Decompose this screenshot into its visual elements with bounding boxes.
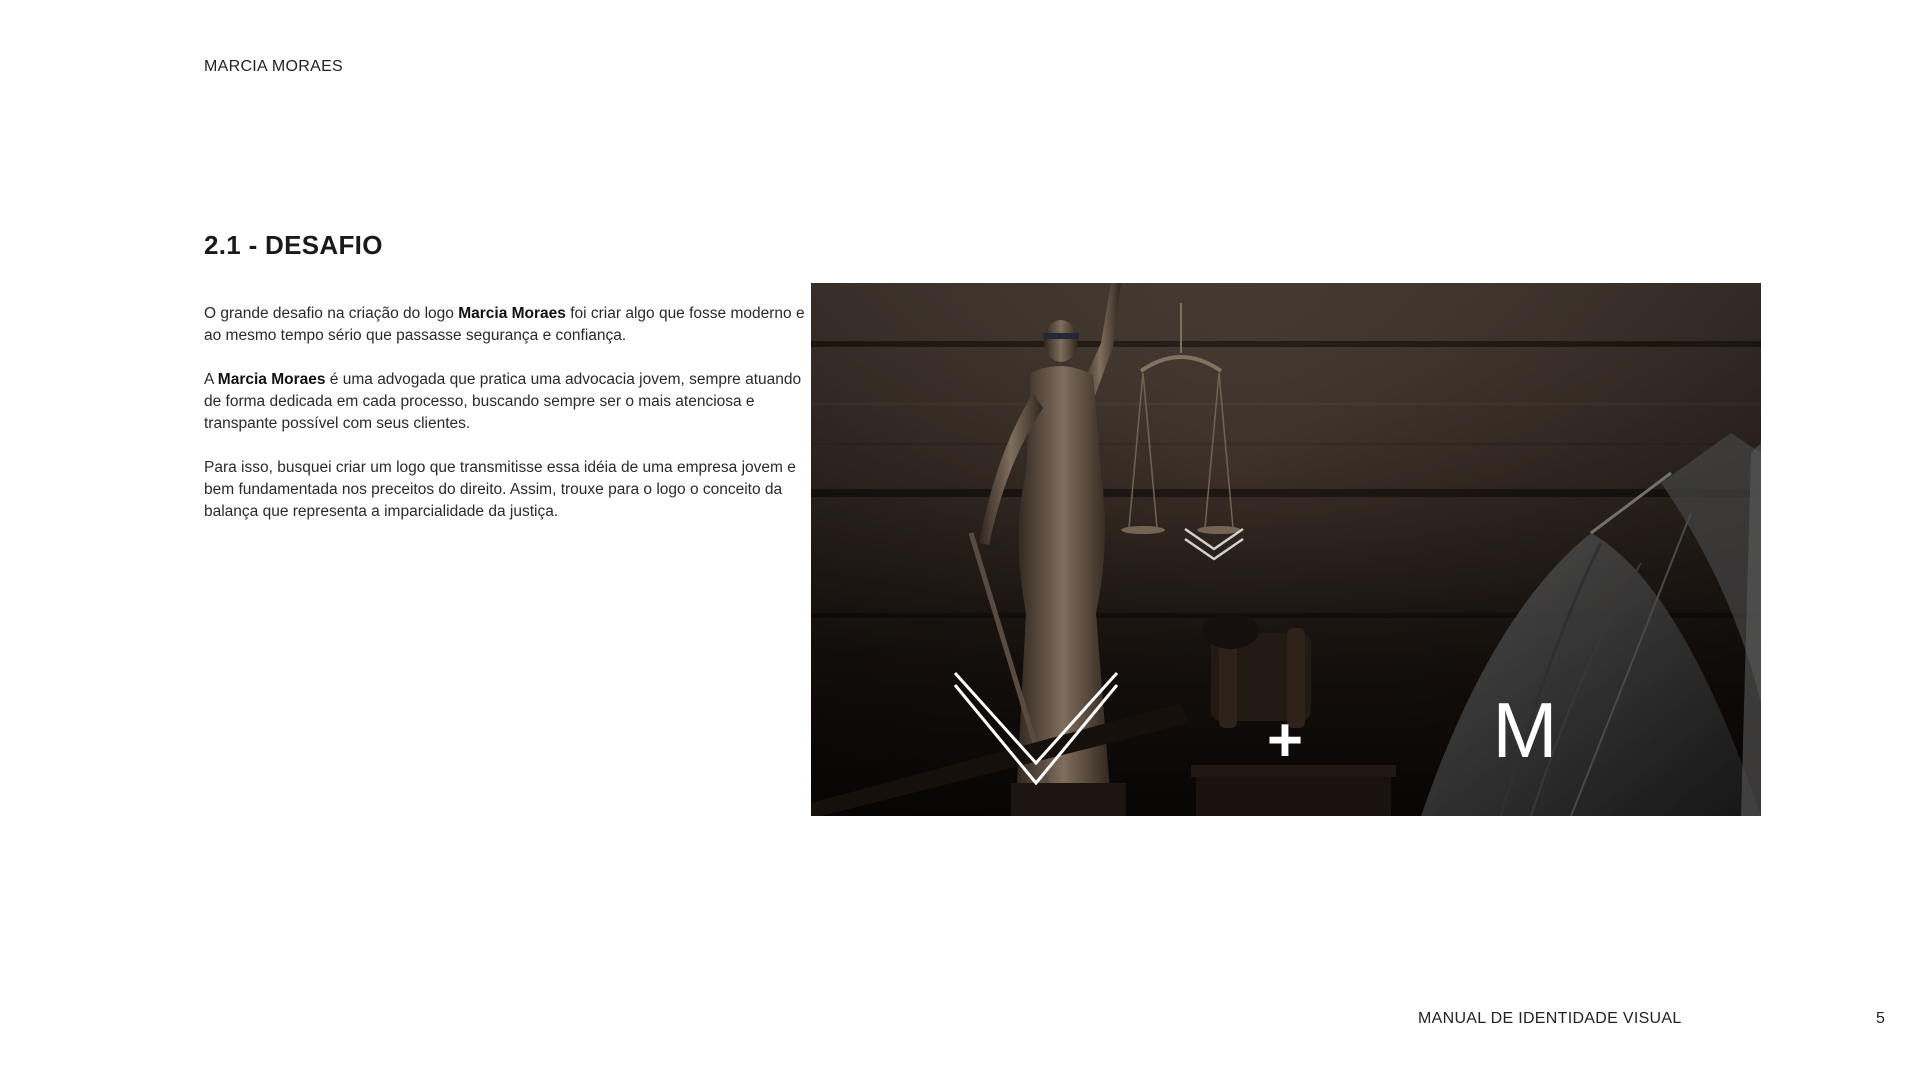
paragraph-1-text-b: foi criar algo que fosse moderno e ao mesmo tempo sério que passasse segurança e confiança. (204, 305, 805, 344)
header-brand: MARCIA MORAES (204, 58, 344, 75)
plus-symbol: + (1266, 706, 1304, 775)
paragraph-1-text-a: O grande desafio na criação do logo (204, 305, 459, 322)
page-number: 5 (1876, 1010, 1885, 1027)
paragraph-1 (204, 303, 816, 347)
letter-m: M (1492, 686, 1558, 774)
paragraph-1-brand-bold: Marcia Moraes (458, 305, 566, 322)
hero-image (811, 283, 1761, 816)
paragraph-2-brand-bold: Marcia Moraes (217, 371, 326, 388)
section-title: 2.1 - DESAFIO (204, 230, 383, 260)
paragraph-2-text-b: é uma advogada que pratica uma advocacia jovem, sempre atuando de forma dedicada em cada processo, buscando sempre ser o mais atenciosa e transpante possível com seus clientes. (204, 371, 802, 432)
paragraph-2 (204, 369, 816, 435)
footer-manual-title: MANUAL DE IDENTIDADE VISUAL (1418, 1010, 1682, 1027)
body-text (204, 303, 816, 545)
paragraph-2-text-a: A (204, 371, 218, 388)
paragraph-3: Para isso, busquei criar um logo que transmitisse essa idéia de uma empresa jovem e bem fundamentada nos preceitos do direito. Assim, trouxe para o logo o conceito da balança que representa a imparcialidade da justiça. (204, 459, 796, 520)
